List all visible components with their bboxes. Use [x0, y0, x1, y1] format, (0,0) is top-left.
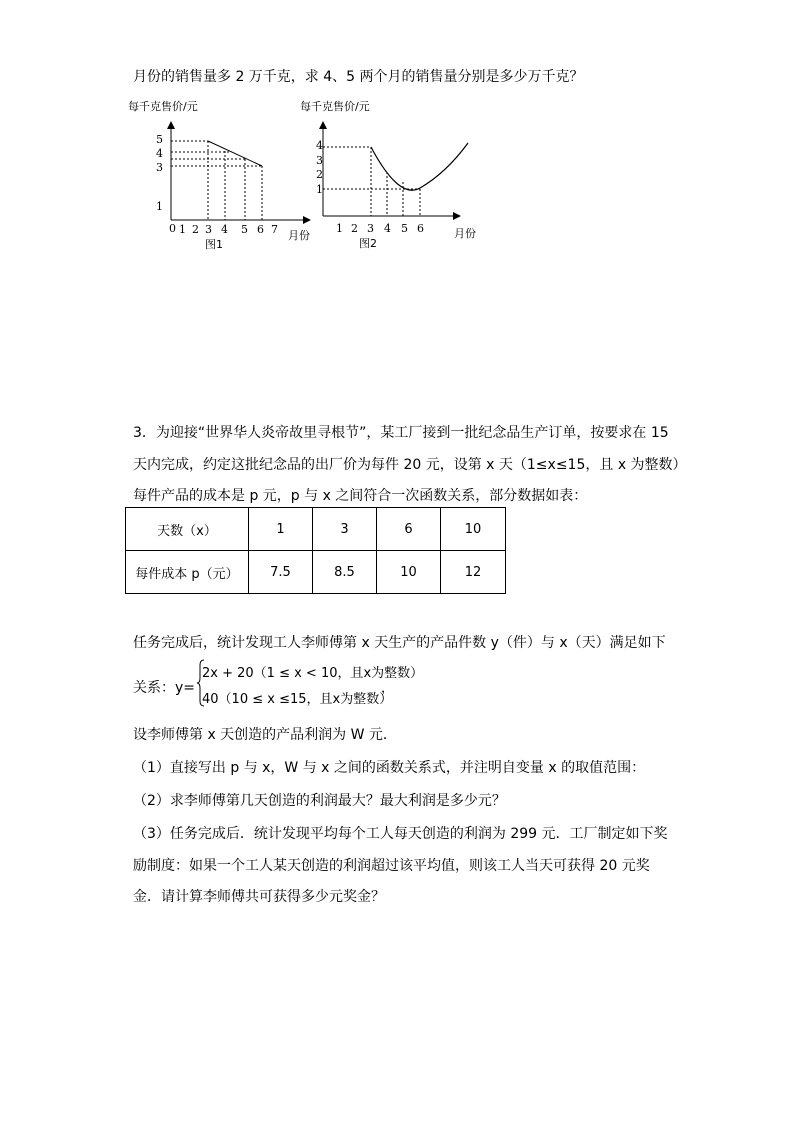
q3-after-line: 任务完成后，统计发现工人李师傅第 x 天生产的产品件数 y（件）与 x（天）满足如下 — [133, 635, 666, 651]
figure-2-xtick-3: 3 — [367, 222, 374, 235]
table-cell: 12 — [441, 551, 506, 594]
figure-1-xtick-3: 3 — [205, 223, 212, 236]
q3-line-3: 每件产品的成本是 p 元，p 与 x 之间符合一次函数关系，部分数据如表： — [133, 488, 588, 504]
table-cell: 6 — [377, 508, 441, 551]
figure-2-caption: 图2 — [359, 237, 377, 250]
q3-sub-1: （1）直接写出 p 与 x，W 与 x 之间的函数关系式，并注明自变量 x 的取值范围： — [133, 760, 646, 776]
figure-1-xtick-5: 5 — [241, 223, 248, 236]
figure-1-xtick-6: 6 — [257, 223, 264, 236]
table-cell: 7.5 — [249, 551, 313, 594]
figure-1-ytick-1: 1 — [156, 200, 163, 213]
figure-1-price-line — [208, 141, 262, 166]
q3-sub-2: （2）求李师傅第几天创造的利润最大？最大利润是多少元？ — [133, 793, 506, 809]
table-cell: 每件成本 p（元） — [126, 551, 249, 594]
table-cell: 天数（x） — [126, 508, 249, 551]
figure-1-caption: 图1 — [205, 238, 223, 251]
q3-sub-3-line-b: 励制度：如果一个工人某天创造的利润超过该平均值，则该工人当天可获得 20 元奖 — [133, 858, 650, 874]
figure-2-xtick-1: 1 — [336, 222, 343, 235]
figure-2-price-curve — [371, 143, 468, 190]
table-cell: 10 — [441, 508, 506, 551]
figure-2-xtick-6: 6 — [417, 222, 424, 235]
figure-2-xtick-2: 2 — [351, 222, 358, 235]
q3-line-2: 天内完成，约定这批纪念品的出厂价为每件 20 元，设第 x 天（1≤x≤15，且 x 为整数） — [133, 457, 687, 473]
q3-w-line: 设李师傅第 x 天创造的产品利润为 W 元． — [133, 727, 397, 743]
figure-1-guides — [171, 141, 262, 220]
figure-1-xtick-0: 0 — [169, 222, 176, 235]
figure-2-ytick-4: 4 — [316, 139, 323, 152]
q3-sub-3-line-c: 金．请计算李师傅共可获得多少元奖金？ — [133, 889, 385, 905]
table-cell: 8.5 — [313, 551, 377, 594]
intro-text: 月份的销售量多 2 万千克，求 4、5 两个月的销售量分别是多少万千克？ — [133, 69, 584, 85]
cost-table — [125, 507, 506, 594]
table-cell: 3 — [313, 508, 377, 551]
figure-2-y-label: 每千克售价/元 — [300, 100, 370, 113]
relation-label: 关系：y= — [133, 680, 196, 696]
figure-2-xtick-4: 4 — [384, 222, 391, 235]
piecewise-case-1: 2x + 20（1 ≤ x < 10，且x为整数） — [202, 666, 424, 681]
table-cell: 10 — [377, 551, 441, 594]
figure-2-ytick-3: 3 — [316, 154, 323, 167]
figure-2-guides — [323, 147, 420, 216]
table-row — [126, 551, 506, 594]
table-row — [126, 508, 506, 551]
relation-tail: ， — [381, 681, 395, 696]
figure-1-ytick-3: 3 — [156, 161, 163, 174]
figure-1-x-label: 月份 — [288, 229, 310, 242]
figure-2-ytick-1: 1 — [316, 183, 323, 196]
table-cell: 1 — [249, 508, 313, 551]
figure-2 — [296, 95, 496, 259]
q3-line-1: 3．为迎接“世界华人炎帝故里寻根节”，某工厂接到一批纪念品生产订单，按要求在 15 — [133, 425, 669, 441]
figure-1-y-label: 每千克售价/元 — [128, 100, 198, 113]
figure-1-xtick-4: 4 — [221, 223, 228, 236]
figure-2-ytick-2: 2 — [316, 168, 323, 181]
figure-2-xtick-5: 5 — [401, 222, 408, 235]
figure-2-x-arrow — [453, 212, 461, 220]
figure-2-x-label: 月份 — [454, 227, 476, 240]
figure-1-ytick-5: 5 — [156, 133, 163, 146]
q3-sub-3-line-a: （3）任务完成后．统计发现平均每个工人每天创造的利润为 299 元．工厂制定如下奖 — [133, 826, 668, 842]
figure-1-xtick-1: 1 — [179, 223, 186, 236]
piecewise-case-2: 40（10 ≤ x ≤15，且x为整数） — [202, 692, 393, 707]
figure-1-ytick-4: 4 — [156, 147, 163, 160]
figure-1-xtick-7: 7 — [271, 223, 278, 236]
figure-1-xtick-2: 2 — [192, 223, 199, 236]
figure-1-y-arrow — [167, 121, 175, 129]
figure-2-y-arrow — [319, 121, 327, 129]
